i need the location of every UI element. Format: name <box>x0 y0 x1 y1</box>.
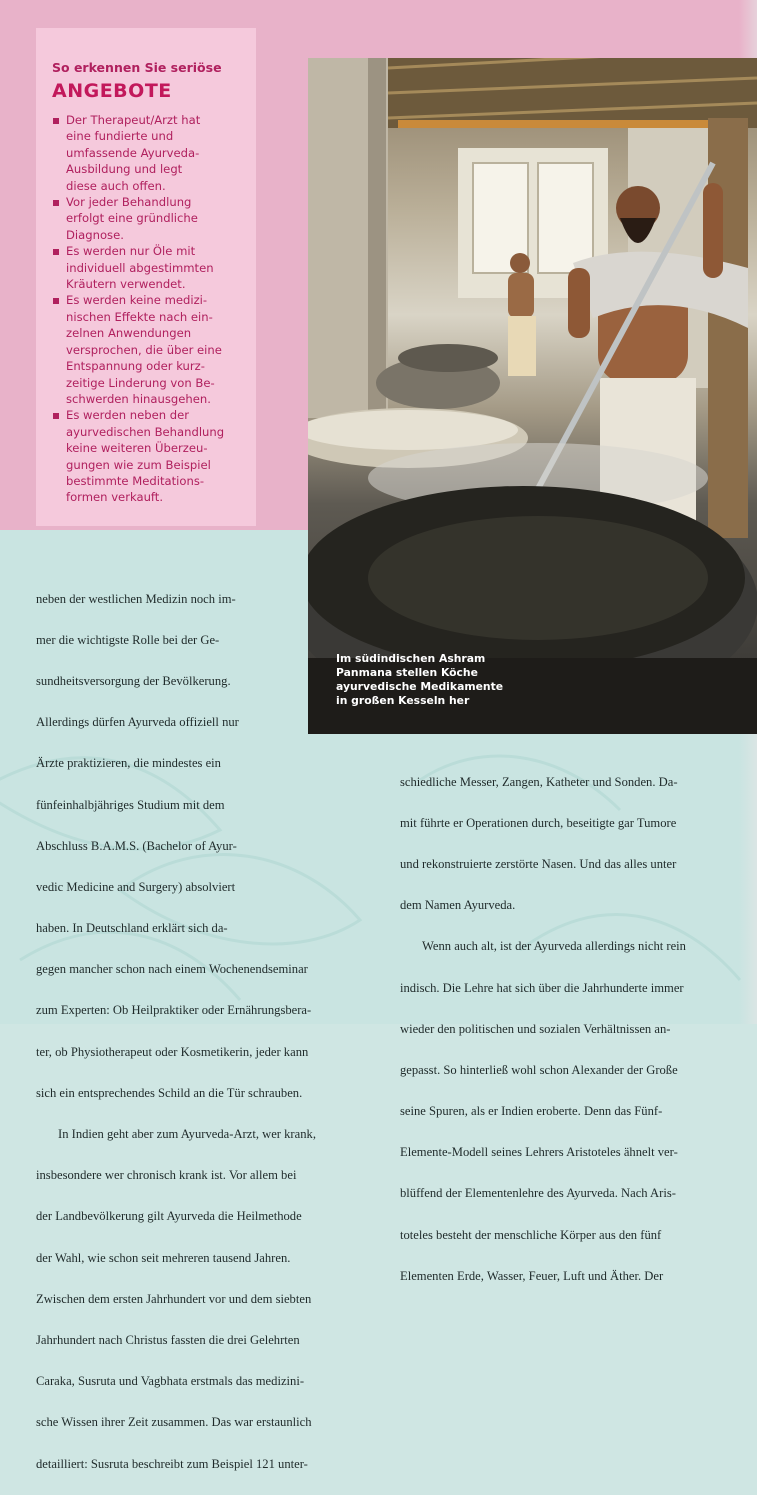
text-line: sich ein entsprechendes Schild an die Tür schrauben. <box>36 1085 303 1100</box>
text-line: sundheitsversorgung der Bevölkerung. <box>36 673 231 688</box>
text-line: gegen mancher schon nach einem Wochenendseminar <box>36 962 308 977</box>
text-line: Abschluss B.A.M.S. (Bachelor of Ayur- <box>36 838 237 853</box>
text-line: sche Wissen ihrer Zeit zusammen. Das war erstaunlich <box>36 1415 312 1430</box>
text-line: Elemente-Modell seines Lehrers Aristoteles ähnelt ver- <box>400 1145 678 1160</box>
text-line: insbesondere wer chronisch krank ist. Vor allem bei <box>36 1168 297 1183</box>
text-line: Caraka, Susruta und Vagbhata erstmals das medizini- <box>36 1374 305 1389</box>
text-line: Elementen Erde, Wasser, Feuer, Luft und Äther. Der <box>400 1268 664 1283</box>
text-line: gepasst. So hinterließ wohl schon Alexander der Große <box>400 1062 678 1077</box>
text-line: toteles besteht der menschliche Körper aus den fünf <box>400 1227 662 1242</box>
text-line: mer die wichtigste Rolle bei der Ge- <box>36 632 220 647</box>
text-line: neben der westlichen Medizin noch im- <box>36 591 236 606</box>
text-line: wieder den politischen und sozialen Verhältnissen an- <box>400 1021 671 1036</box>
photo-caption: Im südindischen Ashram Panmana stellen Köche ayurvedische Medikamente in großen Kesseln her <box>336 652 504 707</box>
text-line: indisch. Die Lehre hat sich über die Jahrhunderte immer <box>400 980 684 995</box>
text-line: vedic Medicine and Surgery) absolviert <box>36 879 236 894</box>
text-line: detailliert: Susruta beschreibt zum Beispiel 121 unter- <box>36 1456 308 1471</box>
list-item: Es werden keine medizi- nischen Effekte nach ein- zelnen Anwendungen versprochen, die über eine Entspannung oder kurz- zeitige Linderung von Be- schwerden hinausgehen. <box>52 292 248 407</box>
text-line: der Landbevölkerung gilt Ayurveda die Heilmethode <box>36 1209 302 1224</box>
text-line: blüffend der Elementenlehre des Ayurveda. Nach Aris- <box>400 1186 676 1201</box>
text-line: haben. In Deutschland erklärt sich da- <box>36 921 228 936</box>
list-item: Es werden neben der ayurvedischen Behandlung keine weiteren Überzeu- gungen wie zum Beispiel bestimmte Meditations- formen verkauft. <box>52 407 248 505</box>
text-line: seine Spuren, als er Indien eroberte. Denn das Fünf- <box>400 1104 663 1119</box>
text-line: dem Namen Ayurveda. <box>400 898 516 913</box>
bullet-square-icon <box>53 118 59 124</box>
text-line: Jahrhundert nach Christus fassten die drei Gelehrten <box>36 1332 300 1347</box>
bullet-square-icon <box>53 249 59 255</box>
text-line: fünfeinhalbjähriges Studium mit dem <box>36 797 225 812</box>
text-line: mit führte er Operationen durch, beseitigte gar Tumore <box>400 815 677 830</box>
text-line: Wenn auch alt, ist der Ayurveda allerdings nicht rein <box>422 939 686 954</box>
bullet-square-icon <box>53 413 59 419</box>
list-item: Es werden nur Öle mit individuell abgestimmten Kräutern verwendet. <box>52 243 248 292</box>
info-box-title: ANGEBOTE <box>52 80 172 102</box>
bullet-square-icon <box>53 200 59 206</box>
text-line: und rekonstruierte zerstörte Nasen. Und das alles unter <box>400 856 677 871</box>
text-line: Ärzte praktizieren, die mindestes ein <box>36 756 221 771</box>
body-text-right-column <box>400 751 740 1307</box>
bullet-square-icon <box>53 298 59 304</box>
text-line: Allerdings dürfen Ayurveda offiziell nur <box>36 715 239 730</box>
info-box-kicker: So erkennen Sie seriöse <box>52 60 222 75</box>
text-line: zum Experten: Ob Heilpraktiker oder Ernährungsbera- <box>36 1003 312 1018</box>
text-line: der Wahl, wie schon seit mehreren tausend Jahren. <box>36 1250 291 1265</box>
body-text-left-column <box>36 568 382 1495</box>
info-box-list <box>52 112 248 506</box>
list-item: Der Therapeut/Arzt hat eine fundierte und umfassende Ayurveda- Ausbildung und legt diese auch offen. <box>52 112 248 194</box>
text-line: ter, ob Physiotherapeut oder Kosmetikerin, jeder kann <box>36 1044 309 1059</box>
text-line: In Indien geht aber zum Ayurveda-Arzt, wer krank, <box>58 1127 316 1142</box>
list-item: Vor jeder Behandlung erfolgt eine gründliche Diagnose. <box>52 194 248 243</box>
text-line: Zwischen dem ersten Jahrhundert vor und dem siebten <box>36 1291 312 1306</box>
text-line: schiedliche Messer, Zangen, Katheter und Sonden. Da- <box>400 774 678 789</box>
